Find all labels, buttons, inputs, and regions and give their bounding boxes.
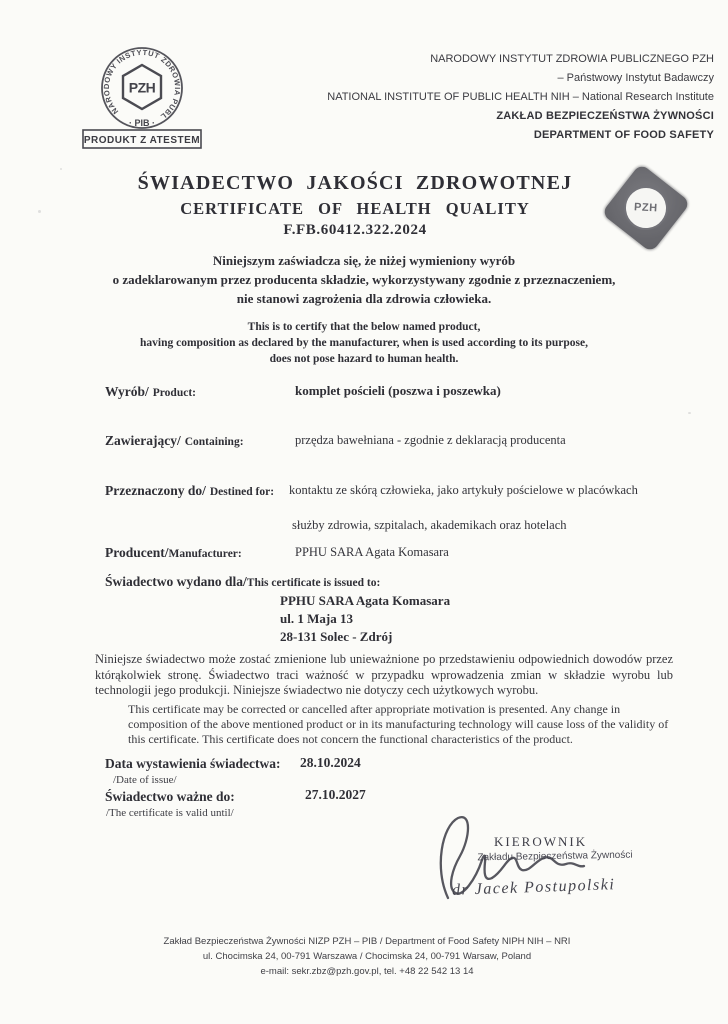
valid-until-sublabel: /The certificate is valid until/ [106, 807, 234, 819]
issued-to-city: 28-131 Solec - Zdrój [280, 629, 393, 644]
handwritten-signature-icon [418, 806, 608, 916]
header-line-department-en: DEPARTMENT OF FOOD SAFETY [533, 129, 714, 141]
statement-en-line: This is to certify that the below named product, [247, 321, 481, 333]
field-destined-label-en: Destined for: [209, 486, 275, 498]
logo-attestation-box-text: PRODUKT Z ATESTEM [83, 135, 201, 146]
pzh-badge-icon [72, 38, 208, 151]
statement-en [40, 319, 688, 367]
scan-speck [38, 210, 41, 213]
signature-name: dr Jacek Postupolski [451, 876, 616, 899]
field-product-label [105, 383, 196, 401]
header-line: NARODOWY INSTYTUT ZDROWIA PUBLICZNEGO PZH [430, 53, 714, 65]
header-line: NATIONAL INSTITUTE OF PUBLIC HEALTH NIH – National Research Institute [327, 91, 714, 103]
institute-header [254, 50, 714, 145]
issued-to-street: ul. 1 Maja 13 [280, 611, 353, 626]
valid-until-label: Świadectwo ważne do: [105, 789, 235, 804]
statement-pl [30, 251, 698, 308]
field-product-label-en: Product: [152, 387, 196, 399]
legal-paragraph-pl: Niniejsze świadectwo może zostać zmienione lub unieważnione po przedstawieniu odpowiednich dowodów przez którąkolwiek stronę. Świadectwo traci ważność w przypadku wprowadzenia zmian w składzie wyrobu lub technologii jego produkcji. Niniejsze świadectwo nie dotyczy cech użytkowych wyrobu. [95, 652, 673, 697]
field-manufacturer-label-pl: Producent/ [105, 545, 169, 560]
statement-pl-line: o zadeklarowanym przez producenta składzie, wykorzystywany zgodnie z przeznaczeniem, [112, 272, 616, 287]
footer-line-department: Zakład Bezpieczeństwa Żywności NIZP PZH – PIB / Department of Food Safety NIPH NIH – NRI [163, 936, 571, 947]
valid-until-value: 27.10.2027 [305, 787, 366, 802]
stamp-diamond-icon [601, 163, 691, 253]
field-destined-value-line2: służby zdrowia, szpitalach, akademikach oraz hotelach [292, 518, 567, 532]
field-destined-value-line1: kontaktu ze skórą człowieka, jako artykuły pościelowe w placówkach [289, 483, 638, 497]
statement-en-line: does not pose hazard to human health. [269, 353, 459, 365]
field-containing-label-pl: Zawierający/ [105, 433, 181, 448]
signature-role: KIEROWNIK [494, 834, 588, 849]
certificate-number: F.FB.60412.322.2024 [283, 222, 427, 238]
issued-to-heading-en: This certificate is issued to: [246, 577, 381, 589]
field-manufacturer-value: PPHU SARA Agata Komasara [295, 545, 449, 559]
logo-ring-text: NARODOWY INSTYTUT ZDROWIA PUBLICZNEGO [72, 38, 183, 122]
logo-pib-text: · PIB · [129, 118, 155, 128]
certificate-title-en: CERTIFICATE OF HEALTH QUALITY [180, 199, 530, 218]
field-containing-label [105, 432, 244, 450]
issue-date-sublabel: /Date of issue/ [113, 774, 177, 786]
footer-line-email-phone: e-mail: sekr.zbz@pzh.gov.pl, tel. +48 22 542 13 14 [260, 966, 474, 977]
issued-to-heading-pl: Świadectwo wydano dla/ [105, 574, 247, 589]
issue-date-label: Data wystawienia świadectwa: [105, 756, 281, 771]
field-product-value: komplet pościeli (poszwa i poszewka) [295, 383, 501, 398]
field-containing-label-en: Containing: [184, 436, 244, 448]
pzh-institute-logo [72, 38, 208, 151]
statement-pl-line: Niniejszym zaświadcza się, że niżej wymieniony wyrób [212, 253, 516, 268]
field-destined-label [105, 482, 274, 500]
legal-paragraph-en: This certificate may be corrected or cancelled after appropriate motivation is presented. Any change in composition of the above mentioned product or in its manufacturing technology will cause loss of the validity of this certificate. This certificate does not concern the functional characteristics of the product. [128, 702, 669, 746]
field-destined-label-pl: Przeznaczony do/ [105, 483, 206, 498]
scan-speck [60, 168, 62, 170]
footer-line-address: ul. Chocimska 24, 00-791 Warszawa / Chocimska 24, 00-791 Warsaw, Poland [202, 951, 532, 962]
signature-department: Zakładu Bezpieczeństwa Żywności [477, 849, 633, 864]
field-manufacturer-label [105, 544, 242, 562]
issued-to-heading [105, 573, 380, 591]
field-product-label-pl: Wyrób/ [105, 384, 149, 399]
field-containing-value: przędza bawełniana - zgodnie z deklaracją producenta [295, 433, 566, 447]
footer-contact [10, 934, 724, 979]
header-line: – Państwowy Instytut Badawczy [557, 72, 714, 84]
stamp-monogram: PZH [633, 201, 659, 215]
certificate-title-pl: ŚWIADECTWO JAKOŚCI ZDROWOTNEJ [137, 172, 573, 194]
stamp-inner-circle [615, 177, 677, 239]
field-manufacturer-label-en: Manufacturer: [168, 548, 242, 560]
statement-en-line: having composition as declared by the manufacturer, when is used according to its purpose, [139, 337, 588, 349]
scan-speck [688, 412, 691, 414]
logo-monogram: PZH [128, 79, 156, 96]
issue-date-value: 28.10.2024 [300, 755, 361, 770]
issued-to-company: PPHU SARA Agata Komasara [280, 593, 451, 608]
header-line-department-pl: ZAKŁAD BEZPIECZEŃSTWA ŻYWNOŚCI [496, 110, 714, 122]
statement-pl-line: nie stanowi zagrożenia dla zdrowia człowieka. [236, 291, 492, 306]
